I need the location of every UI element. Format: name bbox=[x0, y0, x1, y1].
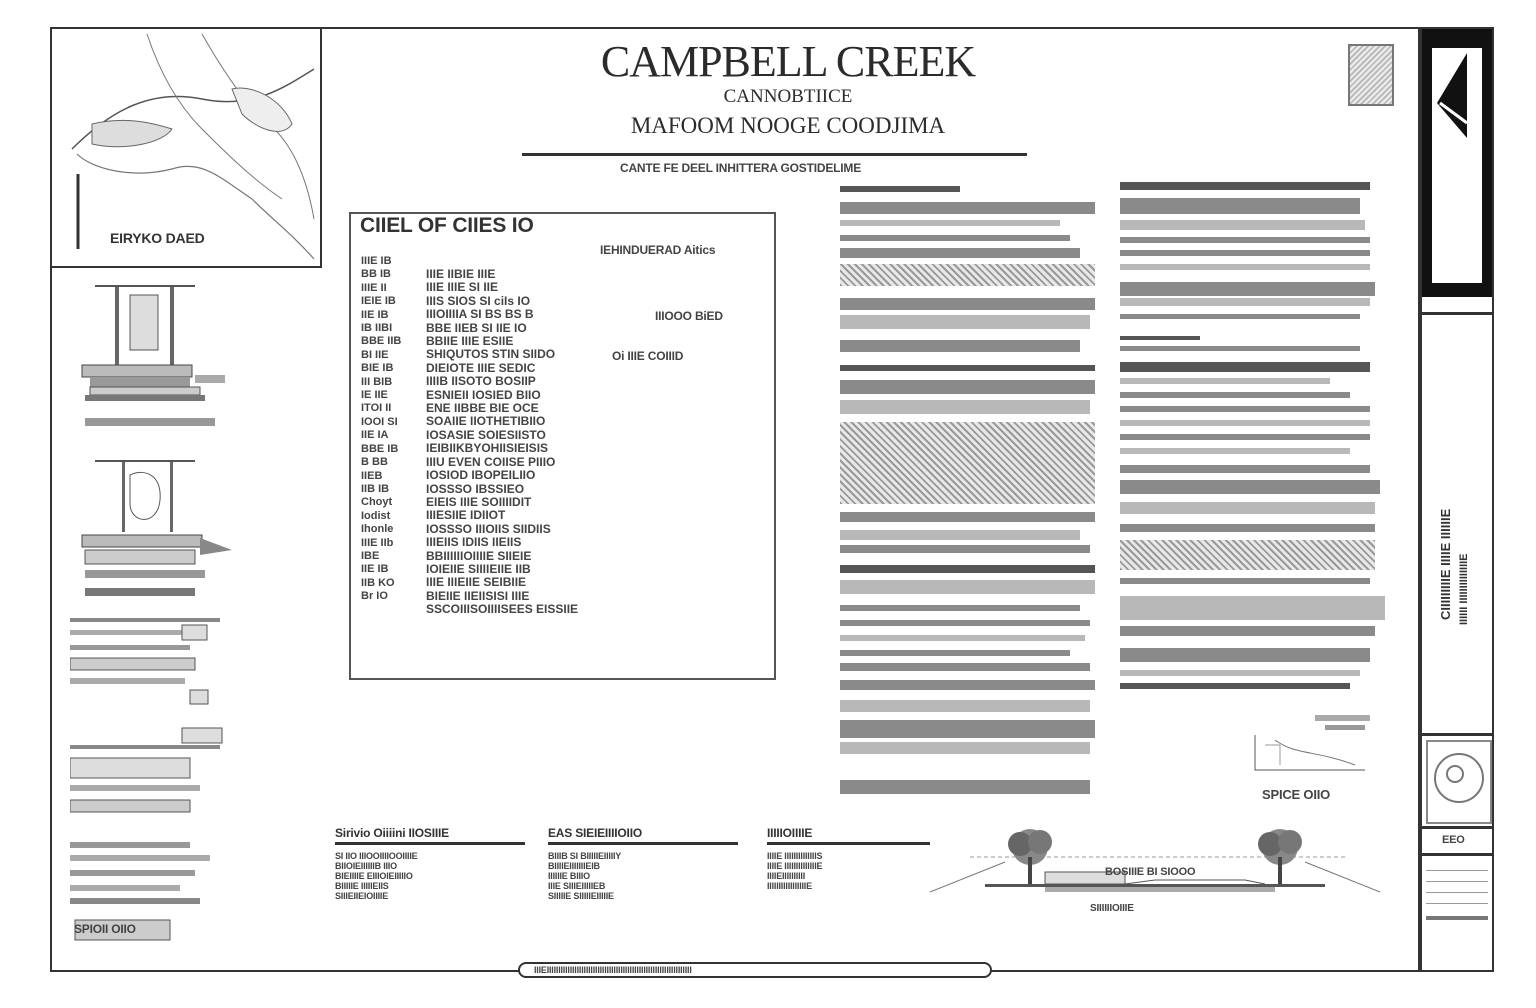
schedule-row: IIIE IIBIE IIIE bbox=[426, 267, 496, 281]
bottom-section-heading: IIIIIOIIIIE bbox=[767, 826, 813, 840]
bottom-section-heading: Sirivio Oiiiini IIOSIIIE bbox=[335, 826, 449, 840]
schedule-code: BBE IIB bbox=[361, 335, 402, 348]
schedule-row: IIIE IIIE SI IIE bbox=[426, 280, 499, 295]
schedule-row: IIIESIIE IDIIOT bbox=[426, 508, 506, 523]
heading-rule bbox=[335, 842, 525, 845]
schedule-code: B BB bbox=[361, 456, 388, 469]
schedule-code: Br IO bbox=[361, 590, 388, 603]
schedule-row: BBIIE IIIE ESIIE bbox=[426, 334, 514, 349]
bottom-section-line: BIEIIIIE EIIIOIEIIIIIO bbox=[335, 871, 413, 881]
bottom-section-line: IIIIE IIIIIIIIIIIIIIE bbox=[767, 861, 823, 871]
schedule-code: BI IIE bbox=[361, 348, 389, 361]
location-map-label: EIRYKO DAED bbox=[110, 230, 205, 246]
schedule-code: IOOI SI bbox=[361, 415, 398, 428]
bottom-section-2 bbox=[548, 826, 738, 901]
schedule-row: IIIS SIOS SI ciIs IO bbox=[426, 293, 531, 308]
title-block-text-c: IIIIII IIIIIIIIIIIIIIE bbox=[1458, 553, 1470, 625]
graphic-scale-bar bbox=[518, 962, 992, 978]
schedule-code: IIIE II bbox=[361, 281, 387, 294]
schedule-code: BIE IB bbox=[361, 362, 394, 375]
general-notes-left bbox=[830, 180, 1098, 800]
cross-section-detail bbox=[1245, 710, 1380, 790]
bottom-section-line: BIIIIIE IIIIIEIIS bbox=[335, 881, 389, 891]
section-elevation-sub: SIIIIIIOIIIE bbox=[1090, 903, 1134, 914]
bottom-section-line: BIIIIEIIIIIIIEIB bbox=[548, 861, 600, 871]
schedule-row: IOSASIE SOIESIISTO bbox=[426, 427, 546, 442]
heading-rule bbox=[767, 842, 930, 845]
seal-icon bbox=[1428, 742, 1490, 822]
bottom-section-line: IIIE SIIIEIIIIIEB bbox=[548, 881, 606, 891]
schedule-code: IIE IB bbox=[361, 563, 389, 576]
general-notes-right bbox=[1108, 180, 1380, 700]
bottom-section-line: IIIIIIE BIIIO bbox=[548, 871, 590, 881]
schedule-row: IOSSSO IIIOIIS SIIDIIS bbox=[426, 521, 551, 536]
notes-block-label: SPICE OIIO bbox=[1262, 787, 1331, 802]
schedule-code: IIE IB bbox=[361, 308, 389, 321]
title-block-divider bbox=[1422, 826, 1492, 829]
title-block-divider bbox=[1422, 312, 1492, 315]
bottom-section-line: IIIIEIIIIIIIIII bbox=[767, 871, 806, 881]
bottom-section-line: SI IIO IIIOOIIIIOOIIIIE bbox=[335, 851, 418, 861]
schedule-row: IIIOIIIIA SI BS BS B bbox=[426, 307, 534, 322]
schedule-code: BB IB bbox=[361, 268, 391, 281]
schedule-code: III BIB bbox=[361, 375, 393, 388]
schedule-row: IIIE IIIEIIE SEIBIIE bbox=[426, 575, 527, 590]
schedule-code: IIEB bbox=[361, 469, 383, 482]
schedule-row: SOAIIE IIOTHETIBIIO bbox=[426, 414, 546, 429]
heading-rule bbox=[548, 842, 738, 845]
schedule-code: Iodist bbox=[361, 509, 391, 522]
schedule-code: IIE IA bbox=[361, 429, 389, 442]
schedule-code: IE IIE bbox=[361, 389, 388, 402]
schedule-code: IIIE IB bbox=[361, 255, 392, 267]
schedule-callout: IIIOOO BiED bbox=[655, 309, 723, 323]
schedule-row: DIEIOTE IIIE SEDIC bbox=[426, 360, 536, 375]
schedule-code: IIIE IIb bbox=[361, 536, 394, 549]
section-elevation-label: BOSIIIE BI SIOOO bbox=[1105, 866, 1196, 878]
schedule-code: Choyt bbox=[361, 496, 393, 509]
bottom-section-line: SIIIEIIEIOIIIIE bbox=[335, 891, 389, 901]
bottom-section-heading: EAS SIEIEIIIIOIIO bbox=[548, 826, 642, 840]
schedule-row: BIEIIE IIEIISISI IIIE bbox=[426, 588, 530, 603]
stamp-image bbox=[1348, 44, 1394, 106]
schedule-code: IIB KO bbox=[361, 576, 395, 589]
drawing-title: CAMPBELL CREEK bbox=[600, 37, 976, 86]
sheet-number: EEO bbox=[1442, 834, 1465, 846]
revision-lines bbox=[1426, 860, 1488, 932]
bottom-section-3 bbox=[767, 826, 930, 891]
scale-bar-text: IIIEIIIIIIIIIIIIIIIIIIIIIIIIIIIIIIIIIIIIIIIIIIIIIIIIIIIIIIIIIIIIIII bbox=[534, 965, 692, 975]
schedule-code: ITOI II bbox=[361, 402, 392, 415]
schedule-callout: Oi IIIE COIIID bbox=[612, 349, 684, 363]
bottom-section-line: SIIIIIE SIIIIIEIIIIIE bbox=[548, 891, 614, 901]
schedule-subheading: IEHINDUERAD Aitics bbox=[600, 243, 716, 257]
title-rule bbox=[522, 153, 1027, 156]
title-block-text-b: CIIIIIIIIIE IIIIE IIIIIIE bbox=[1438, 508, 1453, 620]
schedule-code: IB IIBI bbox=[361, 322, 393, 335]
schedule-row: SSCOIIISOIIIISEES EISSIIE bbox=[426, 602, 579, 617]
schedule-row: EIEIS IIIE SOIIIIDIT bbox=[426, 494, 532, 509]
schedule-row: IEIBIIKBYOHIISIEISIS bbox=[426, 441, 549, 456]
schedule-code: Ihonle bbox=[361, 523, 394, 536]
schedule-left-codes bbox=[361, 255, 421, 604]
bottom-section-1 bbox=[335, 826, 525, 901]
title-tagline: CANTE FE DEEL INHITTERA GOSTIDELIME bbox=[620, 161, 862, 175]
schedule-row: IIIIB IISOTO BOSIIP bbox=[426, 374, 536, 389]
schedule-row: SHIQUTOS STIN SIIDO bbox=[426, 347, 556, 362]
schedule-row: ENE IIBBE BIE OCE bbox=[426, 401, 539, 416]
schedule-row: BBIIIIIIOIIIIE SIIEIE bbox=[426, 548, 532, 563]
schedule-code: IEIE IB bbox=[361, 295, 396, 308]
drawing-subtitle-2: MAFOOM NOOGE COODJIMA bbox=[630, 113, 946, 138]
schedule-row: IOIEIIE SIIIIEIIE IIB bbox=[426, 561, 531, 576]
bottom-left-notes: SPIOII OIIO bbox=[74, 922, 136, 936]
schedule-code: BBE IB bbox=[361, 442, 399, 455]
schedule-row: IOSIOD IBOPEILIIO bbox=[426, 468, 536, 483]
schedule-row: IOSSSO IBSSIEO bbox=[426, 481, 525, 496]
schedule-code: IBE bbox=[361, 549, 380, 562]
title-block-seal bbox=[1426, 740, 1492, 824]
schedule-heading: CIIEL OF CIIES IO bbox=[360, 214, 534, 237]
schedule-row: BBE IIEB SI IIE IO bbox=[426, 320, 527, 335]
title-block-divider bbox=[1422, 853, 1492, 856]
title-block-text-a: III IIIII IIII bbox=[1436, 225, 1452, 280]
title-block-divider bbox=[1422, 733, 1492, 736]
schedule-row: IIIEIIS IDIIS IIEIIS bbox=[426, 535, 522, 550]
left-detail-drawings bbox=[70, 280, 310, 970]
drawing-subtitle-1: CANNOBTIICE bbox=[723, 86, 853, 107]
bottom-section-line: IIIIE IIIIIIIIIIIIIIS bbox=[767, 851, 823, 861]
schedule-row: ESNIEII IOSIED BIIO bbox=[426, 387, 541, 402]
schedule-row: IIIU EVEN COIISE PIIIO bbox=[426, 454, 556, 469]
schedule-code: IIB IB bbox=[361, 482, 390, 495]
bottom-section-line: BIIOIEIIIIIIB IIIO bbox=[335, 861, 397, 871]
bottom-section-line: IIIIIIIIIIIIIIIIIE bbox=[767, 881, 812, 891]
bottom-section-line: BIIIB SI BIIIIIEIIIIIY bbox=[548, 851, 622, 861]
